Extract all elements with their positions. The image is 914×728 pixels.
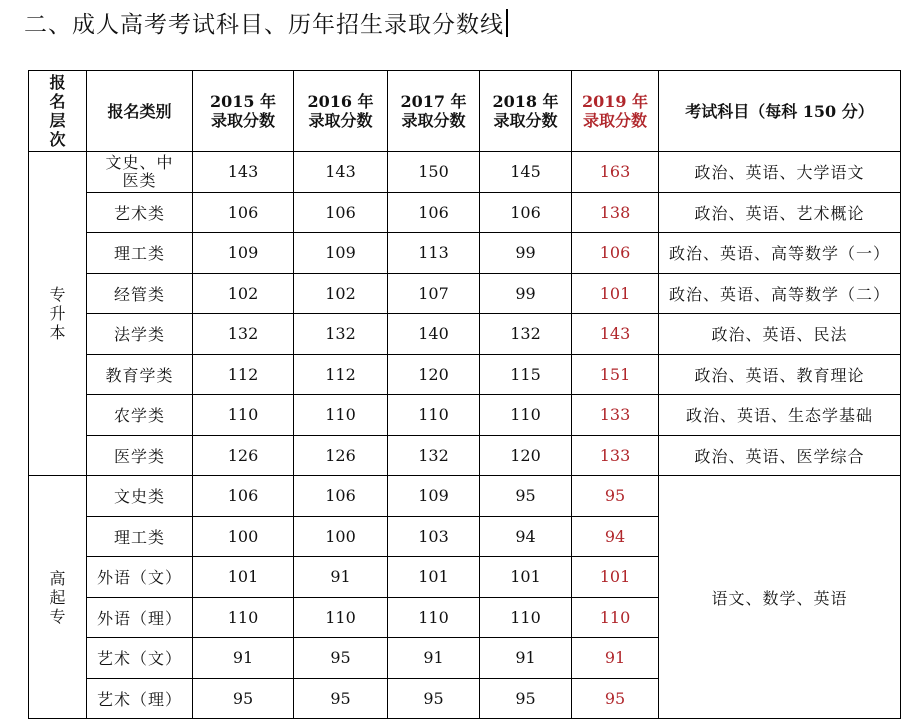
score-cell-2017: 109 bbox=[388, 476, 480, 517]
score-cell-2015: 106 bbox=[193, 192, 294, 233]
score-cell-2015: 112 bbox=[193, 354, 294, 395]
score-cell-2016: 132 bbox=[294, 314, 388, 355]
score-cell-2015: 102 bbox=[193, 273, 294, 314]
subjects-cell: 政治、英语、民法 bbox=[659, 314, 901, 355]
header-2018: 2018 年录取分数 bbox=[480, 71, 572, 152]
table-row bbox=[29, 435, 901, 476]
category-cell: 医学类 bbox=[87, 435, 193, 476]
score-cell-2018: 94 bbox=[480, 516, 572, 557]
score-cell-2016: 126 bbox=[294, 435, 388, 476]
score-cell-2015: 101 bbox=[193, 557, 294, 598]
score-cell-2016: 143 bbox=[294, 152, 388, 193]
admission-scores-table bbox=[28, 70, 901, 719]
score-cell-2019: 138 bbox=[572, 192, 659, 233]
score-cell-2019: 143 bbox=[572, 314, 659, 355]
score-cell-2016: 110 bbox=[294, 395, 388, 436]
page-heading bbox=[24, 8, 508, 42]
score-cell-2016: 95 bbox=[294, 678, 388, 719]
score-cell-2018: 110 bbox=[480, 597, 572, 638]
category-cell: 文史、中医类 bbox=[87, 152, 193, 193]
score-cell-2019: 101 bbox=[572, 557, 659, 598]
score-cell-2015: 109 bbox=[193, 233, 294, 274]
category-cell: 农学类 bbox=[87, 395, 193, 436]
score-cell-2017: 110 bbox=[388, 395, 480, 436]
score-cell-2016: 91 bbox=[294, 557, 388, 598]
score-cell-2018: 110 bbox=[480, 395, 572, 436]
category-cell: 文史类 bbox=[87, 476, 193, 517]
subjects-cell: 政治、英语、教育理论 bbox=[659, 354, 901, 395]
score-cell-2018: 120 bbox=[480, 435, 572, 476]
score-cell-2017: 101 bbox=[388, 557, 480, 598]
table-header-row bbox=[29, 71, 901, 152]
score-cell-2015: 100 bbox=[193, 516, 294, 557]
score-cell-2018: 99 bbox=[480, 273, 572, 314]
subjects-cell: 语文、数学、英语 bbox=[659, 476, 901, 719]
category-cell: 教育学类 bbox=[87, 354, 193, 395]
score-cell-2018: 115 bbox=[480, 354, 572, 395]
score-cell-2016: 106 bbox=[294, 476, 388, 517]
score-cell-2019: 133 bbox=[572, 435, 659, 476]
table-body bbox=[29, 71, 901, 719]
score-cell-2015: 126 bbox=[193, 435, 294, 476]
header-subjects: 考试科目（每科 150 分） bbox=[659, 71, 901, 152]
score-cell-2017: 132 bbox=[388, 435, 480, 476]
score-cell-2018: 99 bbox=[480, 233, 572, 274]
score-cell-2016: 112 bbox=[294, 354, 388, 395]
score-cell-2015: 143 bbox=[193, 152, 294, 193]
score-cell-2017: 91 bbox=[388, 638, 480, 679]
score-cell-2016: 109 bbox=[294, 233, 388, 274]
score-cell-2019: 110 bbox=[572, 597, 659, 638]
header-2019: 2019 年录取分数 bbox=[572, 71, 659, 152]
header-category: 报名类别 bbox=[87, 71, 193, 152]
subjects-cell: 政治、英语、大学语文 bbox=[659, 152, 901, 193]
category-cell: 经管类 bbox=[87, 273, 193, 314]
level-cell: 专升本 bbox=[29, 152, 87, 476]
subjects-cell: 政治、英语、高等数学（二） bbox=[659, 273, 901, 314]
score-cell-2018: 101 bbox=[480, 557, 572, 598]
table-row bbox=[29, 152, 901, 193]
score-cell-2015: 132 bbox=[193, 314, 294, 355]
table-row bbox=[29, 395, 901, 436]
score-cell-2018: 95 bbox=[480, 476, 572, 517]
score-cell-2019: 106 bbox=[572, 233, 659, 274]
score-cell-2017: 110 bbox=[388, 597, 480, 638]
score-cell-2015: 91 bbox=[193, 638, 294, 679]
score-cell-2019: 133 bbox=[572, 395, 659, 436]
score-cell-2016: 106 bbox=[294, 192, 388, 233]
score-cell-2019: 101 bbox=[572, 273, 659, 314]
subjects-cell: 政治、英语、医学综合 bbox=[659, 435, 901, 476]
level-cell: 高起专 bbox=[29, 476, 87, 719]
subjects-cell: 政治、英语、艺术概论 bbox=[659, 192, 901, 233]
score-cell-2017: 106 bbox=[388, 192, 480, 233]
score-cell-2017: 113 bbox=[388, 233, 480, 274]
score-cell-2019: 163 bbox=[572, 152, 659, 193]
score-cell-2019: 95 bbox=[572, 678, 659, 719]
category-cell: 外语（文） bbox=[87, 557, 193, 598]
score-cell-2015: 106 bbox=[193, 476, 294, 517]
header-2017: 2017 年录取分数 bbox=[388, 71, 480, 152]
score-cell-2017: 120 bbox=[388, 354, 480, 395]
table-row bbox=[29, 314, 901, 355]
category-cell: 艺术（文） bbox=[87, 638, 193, 679]
header-level: 报名层次 bbox=[29, 71, 87, 152]
score-cell-2018: 106 bbox=[480, 192, 572, 233]
subjects-cell: 政治、英语、生态学基础 bbox=[659, 395, 901, 436]
score-cell-2016: 100 bbox=[294, 516, 388, 557]
score-cell-2016: 110 bbox=[294, 597, 388, 638]
table-row bbox=[29, 354, 901, 395]
score-cell-2019: 94 bbox=[572, 516, 659, 557]
text-cursor bbox=[506, 9, 508, 37]
category-cell: 艺术类 bbox=[87, 192, 193, 233]
score-cell-2018: 132 bbox=[480, 314, 572, 355]
score-cell-2017: 140 bbox=[388, 314, 480, 355]
score-cell-2015: 110 bbox=[193, 597, 294, 638]
score-cell-2018: 95 bbox=[480, 678, 572, 719]
score-cell-2016: 95 bbox=[294, 638, 388, 679]
category-cell: 艺术（理） bbox=[87, 678, 193, 719]
score-cell-2019: 91 bbox=[572, 638, 659, 679]
table-row bbox=[29, 192, 901, 233]
score-cell-2019: 95 bbox=[572, 476, 659, 517]
header-2016: 2016 年录取分数 bbox=[294, 71, 388, 152]
table-row bbox=[29, 476, 901, 517]
score-cell-2019: 151 bbox=[572, 354, 659, 395]
score-cell-2016: 102 bbox=[294, 273, 388, 314]
category-cell: 理工类 bbox=[87, 233, 193, 274]
category-cell: 理工类 bbox=[87, 516, 193, 557]
score-cell-2018: 91 bbox=[480, 638, 572, 679]
heading-text: 二、成人高考考试科目、历年招生录取分数线 bbox=[24, 12, 504, 38]
score-cell-2015: 110 bbox=[193, 395, 294, 436]
score-cell-2017: 103 bbox=[388, 516, 480, 557]
score-cell-2017: 150 bbox=[388, 152, 480, 193]
score-cell-2018: 145 bbox=[480, 152, 572, 193]
score-cell-2017: 95 bbox=[388, 678, 480, 719]
score-cell-2015: 95 bbox=[193, 678, 294, 719]
subjects-cell: 政治、英语、高等数学（一） bbox=[659, 233, 901, 274]
category-cell: 法学类 bbox=[87, 314, 193, 355]
score-cell-2017: 107 bbox=[388, 273, 480, 314]
header-2015: 2015 年录取分数 bbox=[193, 71, 294, 152]
table-row bbox=[29, 273, 901, 314]
category-cell: 外语（理） bbox=[87, 597, 193, 638]
table-row bbox=[29, 233, 901, 274]
